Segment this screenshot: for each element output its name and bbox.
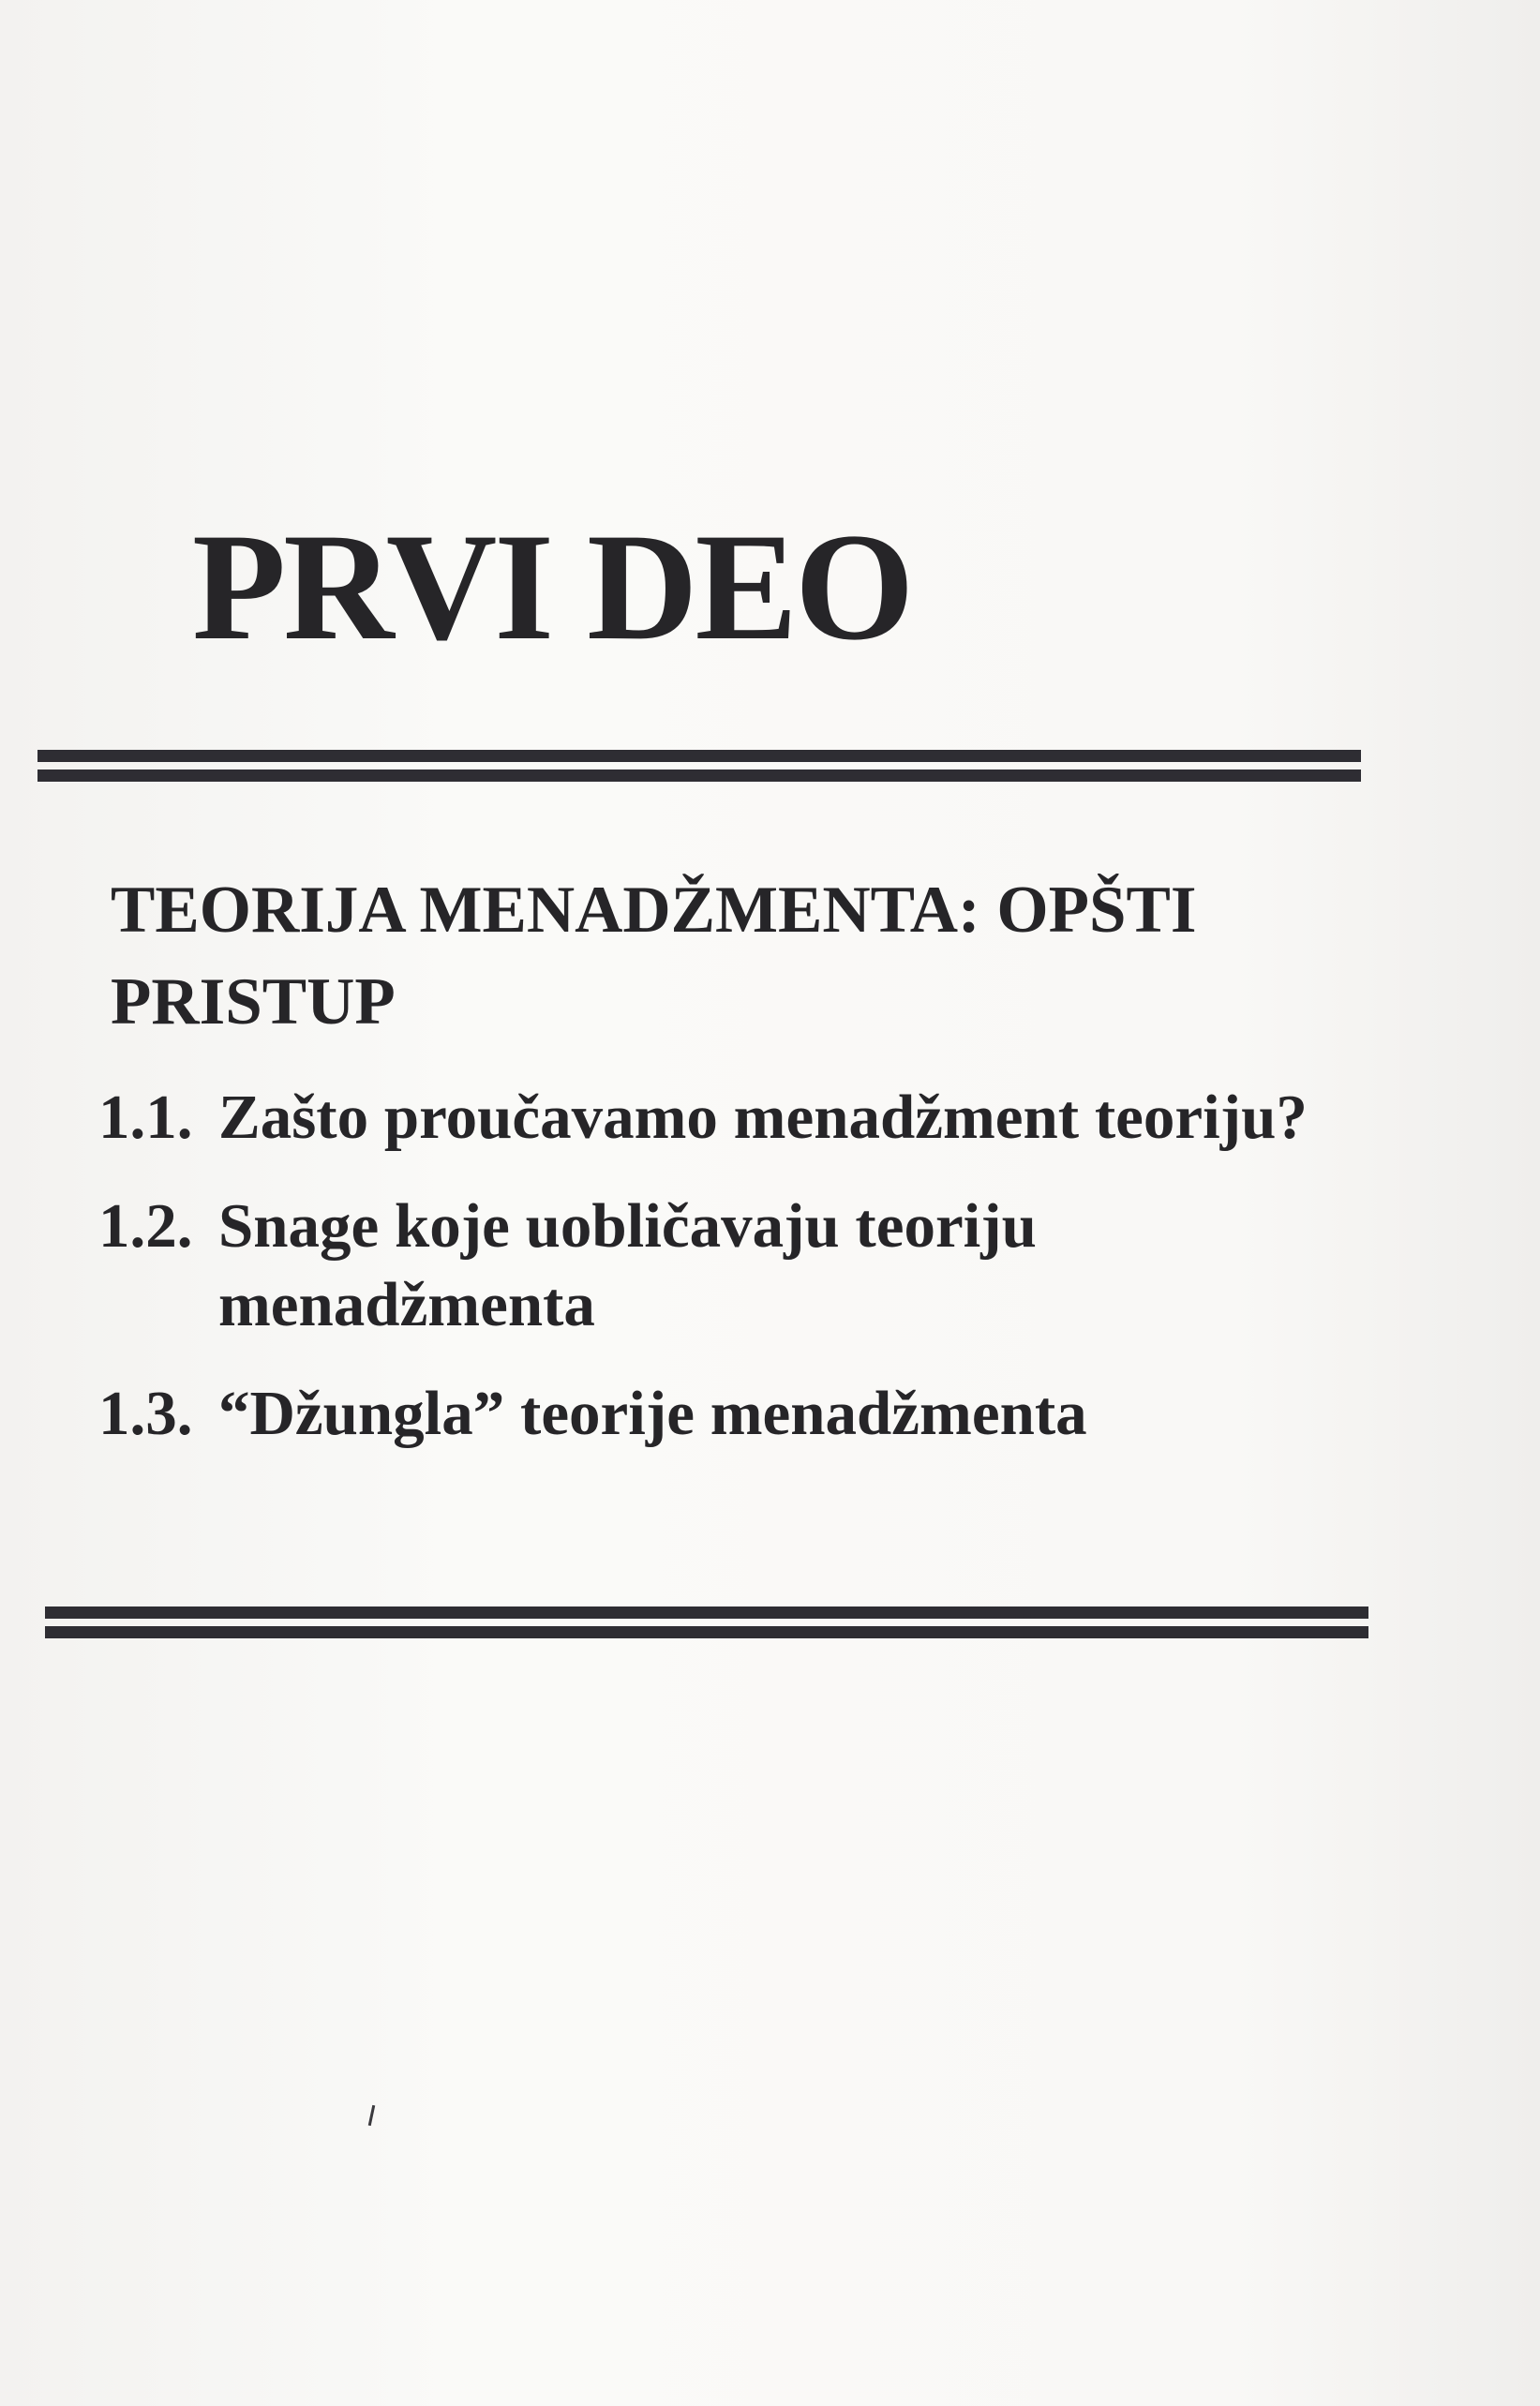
stray-pen-mark bbox=[368, 2105, 376, 2126]
double-rule-bottom bbox=[45, 1606, 1368, 1638]
table-of-contents bbox=[98, 1078, 1354, 1483]
toc-item-title: Zašto proučavamo menadžment teoriju? bbox=[218, 1083, 1308, 1152]
section-title: TEORIJA MENADŽMENTA: OPŠTI PRISTUP bbox=[111, 874, 1197, 1039]
double-rule-top bbox=[37, 750, 1361, 782]
toc-item-title: “Džungla” teorije menadžmenta bbox=[218, 1379, 1087, 1448]
toc-item-1-2 bbox=[98, 1187, 1354, 1344]
toc-item-1-1 bbox=[98, 1078, 1354, 1157]
toc-item-number: 1.3. bbox=[98, 1379, 193, 1448]
toc-item-number: 1.1. bbox=[98, 1083, 193, 1152]
toc-item-1-3 bbox=[98, 1374, 1354, 1453]
part-title: PRVI DEO bbox=[192, 502, 912, 672]
toc-item-title: Snage koje uobličavaju teoriju menadžmenta bbox=[218, 1191, 1037, 1339]
toc-item-number: 1.2. bbox=[98, 1191, 193, 1261]
